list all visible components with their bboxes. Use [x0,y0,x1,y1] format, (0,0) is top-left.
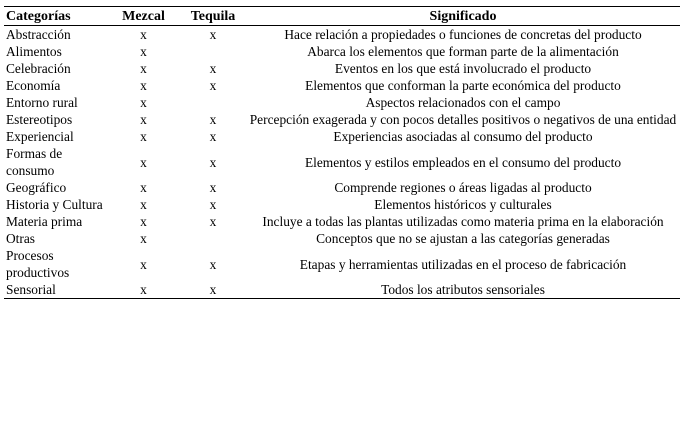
table-row [4,26,680,44]
mezcal-cell: x [140,197,147,212]
meaning-cell: Elementos históricos y culturales [374,197,552,212]
table-body [4,26,680,299]
header-categorias: Categorías [6,9,71,24]
category-cell: Procesos productivos [6,248,70,280]
table-row [4,196,680,213]
category-cell: Alimentos [6,44,62,59]
category-cell: Estereotipos [6,112,73,127]
mezcal-cell: x [140,256,147,272]
table-row [4,179,680,196]
category-cell: Formas de consumo [6,146,63,178]
category-cell: Experiencial [6,129,74,144]
category-cell: Sensorial [6,282,56,297]
meaning-cell: Percepción exagerada y con pocos detalles positivos o negativos de una entidad [249,112,677,127]
mezcal-cell: x [140,95,147,110]
tequila-cell: x [209,78,217,93]
category-cell: Materia prima [6,214,83,229]
tequila-cell: x [209,256,217,272]
table-row [4,94,680,111]
meaning-cell: Elementos y estilos empleados en el consumo del producto [304,154,622,170]
table-row [4,43,680,60]
tequila-cell [180,230,246,247]
table-row [4,230,680,247]
table-row [4,60,680,77]
tequila-cell: x [209,129,217,144]
meaning-cell: Etapas y herramientas utilizadas en el proceso de fabricación [299,256,627,272]
table-row [4,111,680,128]
mezcal-cell: x [140,61,147,76]
header-tequila: Tequila [190,9,236,24]
meaning-cell: Experiencias asociadas al consumo del producto [333,129,593,144]
table-row [4,213,680,230]
header-mezcal: Mezcal [122,9,165,24]
mezcal-cell: x [140,282,147,297]
table-row [4,77,680,94]
table-row [4,145,680,179]
tequila-cell: x [209,282,217,297]
mezcal-cell: x [140,44,147,59]
meaning-cell: Elementos que conforman la parte económica del producto [305,78,621,93]
header-row [4,7,680,26]
tequila-cell [180,43,246,60]
table-header [4,7,680,26]
mezcal-cell: x [140,78,147,93]
mezcal-cell: x [140,214,147,229]
meaning-cell: Hace relación a propiedades o funciones de concretas del producto [284,27,642,42]
category-cell: Abstracción [6,27,71,42]
category-cell: Geográfico [6,180,67,195]
mezcal-cell: x [140,27,147,42]
mezcal-cell: x [140,180,147,195]
table-row [4,128,680,145]
mezcal-cell: x [140,231,147,246]
category-cell: Otras [6,231,36,246]
mezcal-cell: x [140,129,147,144]
tequila-cell: x [209,180,217,195]
table-row [4,247,680,281]
category-cell: Historia y Cultura [6,197,103,212]
tequila-cell [180,94,246,111]
category-cell: Celebración [6,61,71,76]
category-cell: Entorno rural [6,95,78,110]
header-significado: Significado [429,9,497,24]
mezcal-cell: x [140,154,147,170]
tequila-cell: x [209,27,217,42]
meaning-cell: Abarca los elementos que forman parte de la alimentación [307,44,619,59]
category-cell: Economía [6,78,61,93]
meaning-cell: Conceptos que no se ajustan a las categorías generadas [316,231,610,246]
tequila-cell: x [209,197,217,212]
tequila-cell: x [209,61,217,76]
tequila-cell: x [209,112,217,127]
meaning-cell: Comprende regiones o áreas ligadas al producto [334,180,592,195]
tequila-cell: x [209,214,217,229]
categories-table [4,6,680,299]
meaning-cell: Incluye a todas las plantas utilizadas como materia prima en la elaboración [262,214,664,229]
meaning-cell: Todos los atributos sensoriales [381,282,545,297]
table-row [4,281,680,299]
meaning-cell: Eventos en los que está involucrado el producto [334,61,592,76]
mezcal-cell: x [140,112,147,127]
tequila-cell: x [209,154,217,170]
meaning-cell: Aspectos relacionados con el campo [365,95,561,110]
